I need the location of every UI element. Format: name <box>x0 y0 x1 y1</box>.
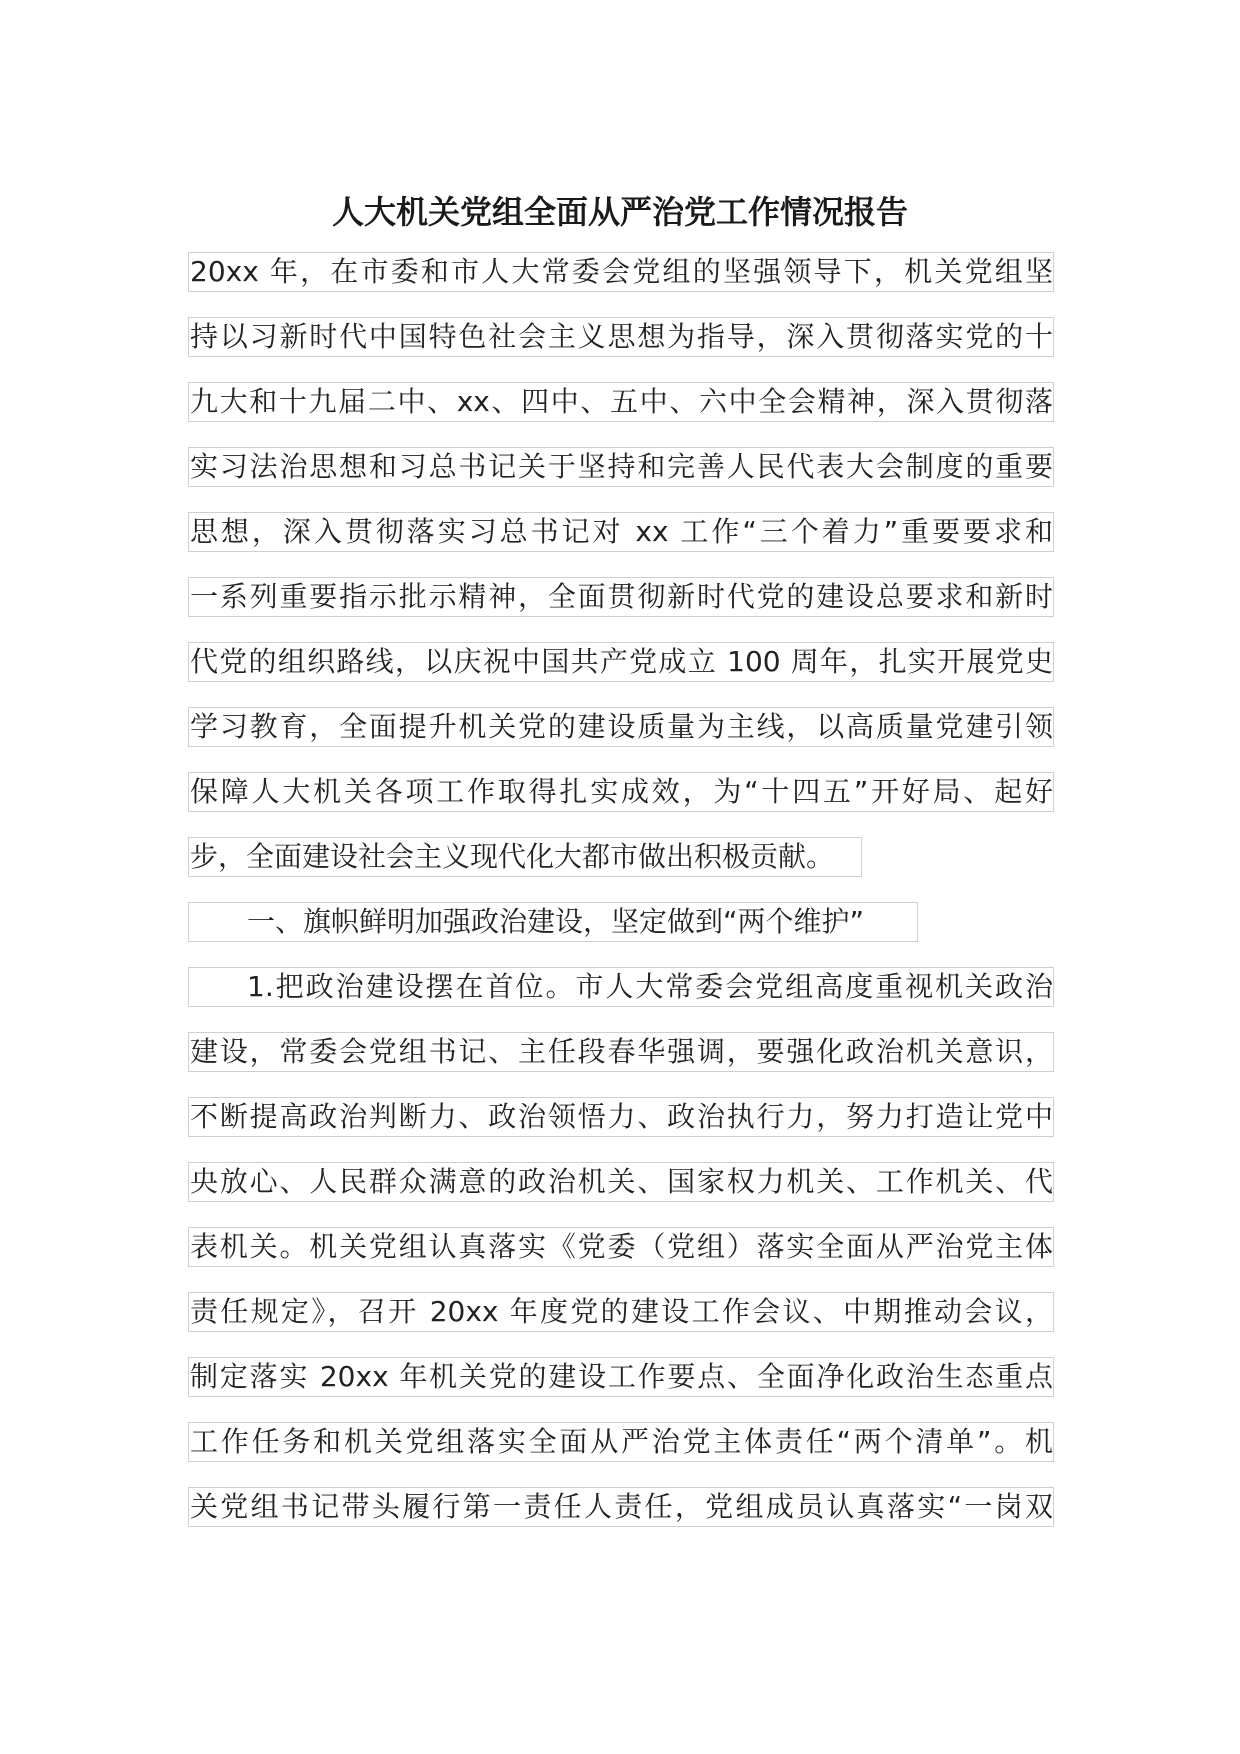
text-line <box>188 512 1058 554</box>
text-line-content: 20xx 年，在市委和市人大常委会党组的坚强领导下，机关党组坚 <box>188 252 1054 292</box>
text-line-content: 制定落实 20xx 年机关党的建设工作要点、全面净化政治生态重点 <box>188 1357 1054 1397</box>
text-line <box>188 837 1058 879</box>
text-line <box>188 772 1058 814</box>
text-line-content: 九大和十九届二中、xx、四中、五中、六中全会精神，深入贯彻落 <box>188 382 1054 422</box>
section-heading <box>188 902 1058 944</box>
text-line-content: 工作任务和机关党组落实全面从严治党主体责任“两个清单”。机 <box>188 1422 1054 1462</box>
text-line-content: 学习教育，全面提升机关党的建设质量为主线，以高质量党建引领 <box>188 707 1054 747</box>
text-line-content: 代党的组织路线，以庆祝中国共产党成立 100 周年，扎实开展党史 <box>188 642 1054 682</box>
text-line <box>188 967 1058 1009</box>
text-line-content: 责任规定》，召开 20xx 年度党的建设工作会议、中期推动会议， <box>188 1292 1054 1332</box>
text-line-content: 不断提高政治判断力、政治领悟力、政治执行力，努力打造让党中 <box>188 1097 1054 1137</box>
text-line <box>188 707 1058 749</box>
text-line-content: 思想，深入贯彻落实习总书记对 xx 工作“三个着力”重要要求和 <box>188 512 1054 552</box>
text-line-content: 建设，常委会党组书记、主任段春华强调，要强化政治机关意识， <box>188 1032 1054 1072</box>
section-heading-text: 一、旗帜鲜明加强政治建设，坚定做到“两个维护” <box>188 902 918 942</box>
text-line <box>188 1032 1058 1074</box>
text-line <box>188 252 1058 294</box>
text-line-content: 关党组书记带头履行第一责任人责任，党组成员认真落实“一岗双 <box>188 1487 1054 1527</box>
text-line-content: 央放心、人民群众满意的政治机关、国家权力机关、工作机关、代 <box>188 1162 1054 1202</box>
text-line <box>188 317 1058 359</box>
text-line <box>188 1422 1058 1464</box>
text-line <box>188 1487 1058 1529</box>
text-line <box>188 577 1058 619</box>
text-line <box>188 447 1058 489</box>
document-title: 人大机关党组全面从严治党工作情况报告 <box>331 193 908 231</box>
text-line <box>188 1357 1058 1399</box>
text-line-content: 实习法治思想和习总书记关于坚持和完善人民代表大会制度的重要 <box>188 447 1054 487</box>
text-line <box>188 642 1058 684</box>
text-line-content: 步，全面建设社会主义现代化大都市做出积极贡献。 <box>188 837 862 877</box>
text-line <box>188 1097 1058 1139</box>
text-line <box>188 1162 1058 1204</box>
text-line <box>188 1292 1058 1334</box>
text-line-content: 一系列重要指示批示精神，全面贯彻新时代党的建设总要求和新时 <box>188 577 1054 617</box>
text-line-content: 持以习新时代中国特色社会主义思想为指导，深入贯彻落实党的十 <box>188 317 1054 357</box>
text-line-content: 保障人大机关各项工作取得扎实成效，为“十四五”开好局、起好 <box>188 772 1054 812</box>
text-line <box>188 382 1058 424</box>
text-line <box>188 1227 1058 1269</box>
document-body <box>188 252 1058 1552</box>
text-line-content: 1.把政治建设摆在首位。市人大常委会党组高度重视机关政治 <box>188 967 1054 1007</box>
text-line-content: 表机关。机关党组认真落实《党委（党组）落实全面从严治党主体 <box>188 1227 1054 1267</box>
